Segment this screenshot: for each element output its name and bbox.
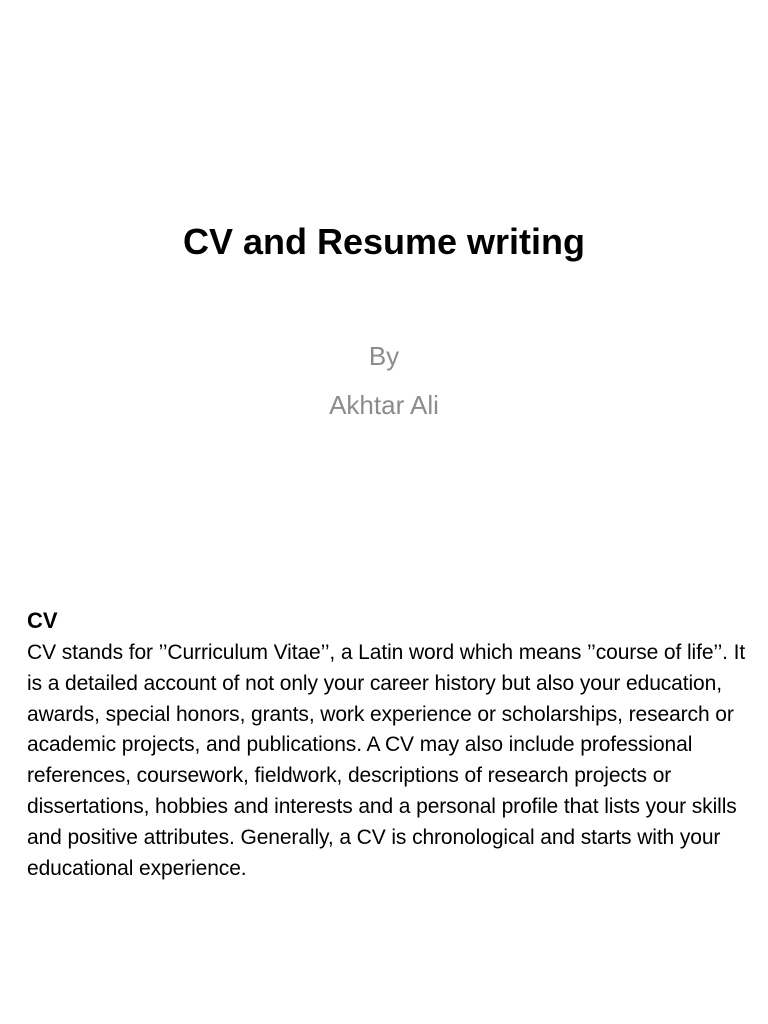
by-label: By: [368, 341, 400, 371]
cv-section: [27, 604, 751, 884]
author-name: Akhtar Ali: [329, 390, 439, 420]
subtitle-block: [0, 332, 768, 430]
section-heading: CV: [27, 608, 58, 633]
section-paragraph: CV stands for ’’Curriculum Vitae’’, a Latin word which means ’’course of life’’. It is a detailed account of not only your career history but also your education, awards, special honors, grants, work experience or scholarships, research or academic projects, and publications. A CV may also include professional references, coursework, fieldwork, descriptions of research projects or dissertations, hobbies and interests and a personal profile that lists your skills and positive attributes. Generally, a CV is chronological and starts with your educational experience.: [27, 641, 746, 880]
slide-title: CV and Resume writing: [182, 221, 586, 262]
